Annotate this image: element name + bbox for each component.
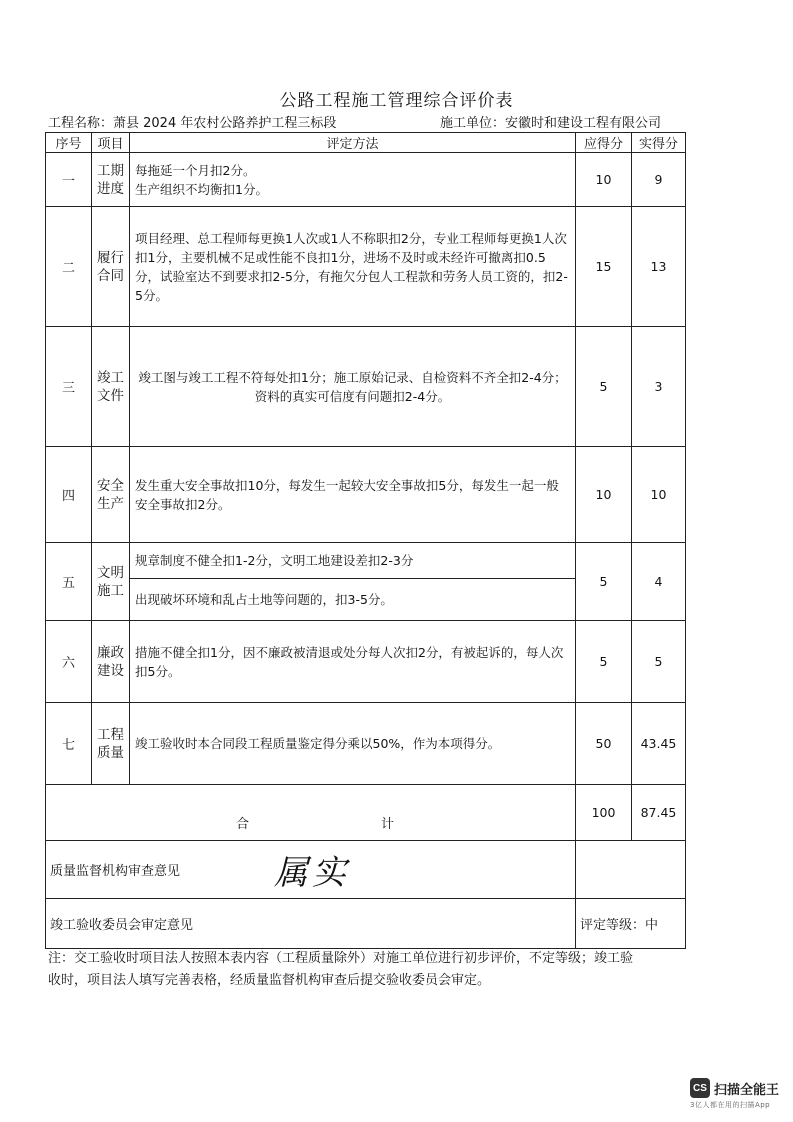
- project-name: 工程名称：萧县 2024 年农村公路养护工程三标段: [48, 116, 337, 131]
- total-label-b: 计: [381, 817, 395, 832]
- total-actual-score: 87.45: [632, 785, 686, 841]
- footnote: 注：交工验收时项目法人按照本表内容（工程质量除外）对施工单位进行初步评价，不定等级；竣工验收时，项目法人填写完善表格，经质量监督机构审查后提交验收委员会审定。: [48, 951, 634, 988]
- row-method: 每拖延一个月扣2分。 生产组织不均衡扣1分。: [130, 153, 576, 207]
- row-actual-score: 3: [632, 327, 686, 447]
- supervision-signature: 属实: [274, 853, 350, 893]
- row-full-score: 50: [576, 703, 632, 785]
- watermark-name: 扫描全能王: [714, 1082, 780, 1098]
- header-actual-score: 实得分: [632, 133, 686, 153]
- row-no: 一: [46, 153, 92, 207]
- row-actual-score: 13: [632, 207, 686, 327]
- row-actual-score: 4: [632, 543, 686, 621]
- header-method: 评定方法: [130, 133, 576, 153]
- row-actual-score: 5: [632, 621, 686, 703]
- row-item: 工程 质量: [92, 703, 130, 785]
- row-no: 五: [46, 543, 92, 621]
- table-row: [46, 703, 686, 785]
- page-title: 公路工程施工管理综合评价表: [279, 91, 514, 111]
- supervision-review-label: 质量监督机构审查意见: [50, 864, 181, 879]
- row-method: 竣工验收时本合同段工程质量鉴定得分乘以50%，作为本项得分。: [130, 703, 576, 785]
- contractor-name: 施工单位：安徽时和建设工程有限公司: [440, 116, 662, 131]
- row-no: 二: [46, 207, 92, 327]
- row-full-score: 5: [576, 621, 632, 703]
- row-no: 七: [46, 703, 92, 785]
- table-row: [46, 621, 686, 703]
- table-row: [46, 207, 686, 327]
- table-header-row: [46, 133, 686, 153]
- table-row: [46, 543, 686, 579]
- row-actual-score: 9: [632, 153, 686, 207]
- supervision-review-blank: [576, 841, 686, 899]
- row-item: 安全 生产: [92, 447, 130, 543]
- header-item: 项目: [92, 133, 130, 153]
- committee-review-label: 竣工验收委员会审定意见: [46, 899, 576, 949]
- row-full-score: 15: [576, 207, 632, 327]
- row-method: 发生重大安全事故扣10分，每发生一起较大安全事故扣5分，每发生一起一般安全事故扣2分。: [130, 447, 576, 543]
- camscanner-logo-icon: CS: [690, 1078, 710, 1098]
- total-full-score: 100: [576, 785, 632, 841]
- row-actual-score: 10: [632, 447, 686, 543]
- header-no: 序号: [46, 133, 92, 153]
- row-full-score: 5: [576, 327, 632, 447]
- row-no: 三: [46, 327, 92, 447]
- total-row: [46, 785, 686, 841]
- evaluation-table: [45, 132, 686, 949]
- row-method: 竣工图与竣工工程不符每处扣1分；施工原始记录、自检资料不齐全扣2-4分；资料的真实可信度有问题扣2-4分。: [130, 327, 576, 447]
- committee-review-row: [46, 899, 686, 949]
- total-label: [46, 785, 576, 841]
- row-full-score: 10: [576, 447, 632, 543]
- row-method-a: 规章制度不健全扣1-2分，文明工地建设差扣2-3分: [130, 543, 576, 579]
- row-item: 廉政 建设: [92, 621, 130, 703]
- row-item: 工期 进度: [92, 153, 130, 207]
- row-full-score: 10: [576, 153, 632, 207]
- row-item: 履行 合同: [92, 207, 130, 327]
- watermark-subtitle: 3亿人都在用的扫描App: [690, 1101, 771, 1109]
- total-label-a: 合: [236, 817, 250, 832]
- row-method-b: 出现破坏环境和乱占土地等问题的，扣3-5分。: [130, 579, 576, 621]
- row-item: 文明 施工: [92, 543, 130, 621]
- grade-label: 评定等级：中: [576, 899, 686, 949]
- supervision-review-cell: [46, 841, 576, 899]
- table-row: [46, 153, 686, 207]
- row-method: 措施不健全扣1分，因不廉政被清退或处分每人次扣2分，有被起诉的，每人次扣5分。: [130, 621, 576, 703]
- row-item: 竣工 文件: [92, 327, 130, 447]
- supervision-review-row: [46, 841, 686, 899]
- row-no: 四: [46, 447, 92, 543]
- row-method: 项目经理、总工程师每更换1人次或1人不称职扣2分，专业工程师每更换1人次扣1分，主要机械不足或性能不良扣1分，进场不及时或未经许可撤离扣0.5分，试验室达不到要求扣2-5分，有拖欠分包人工程款和劳务人员工资的，扣2-5分。: [130, 207, 576, 327]
- table-row: [46, 447, 686, 543]
- row-actual-score: 43.45: [632, 703, 686, 785]
- row-no: 六: [46, 621, 92, 703]
- scanner-watermark: [690, 1078, 790, 1110]
- table-row: [46, 327, 686, 447]
- header-full-score: 应得分: [576, 133, 632, 153]
- row-full-score: 5: [576, 543, 632, 621]
